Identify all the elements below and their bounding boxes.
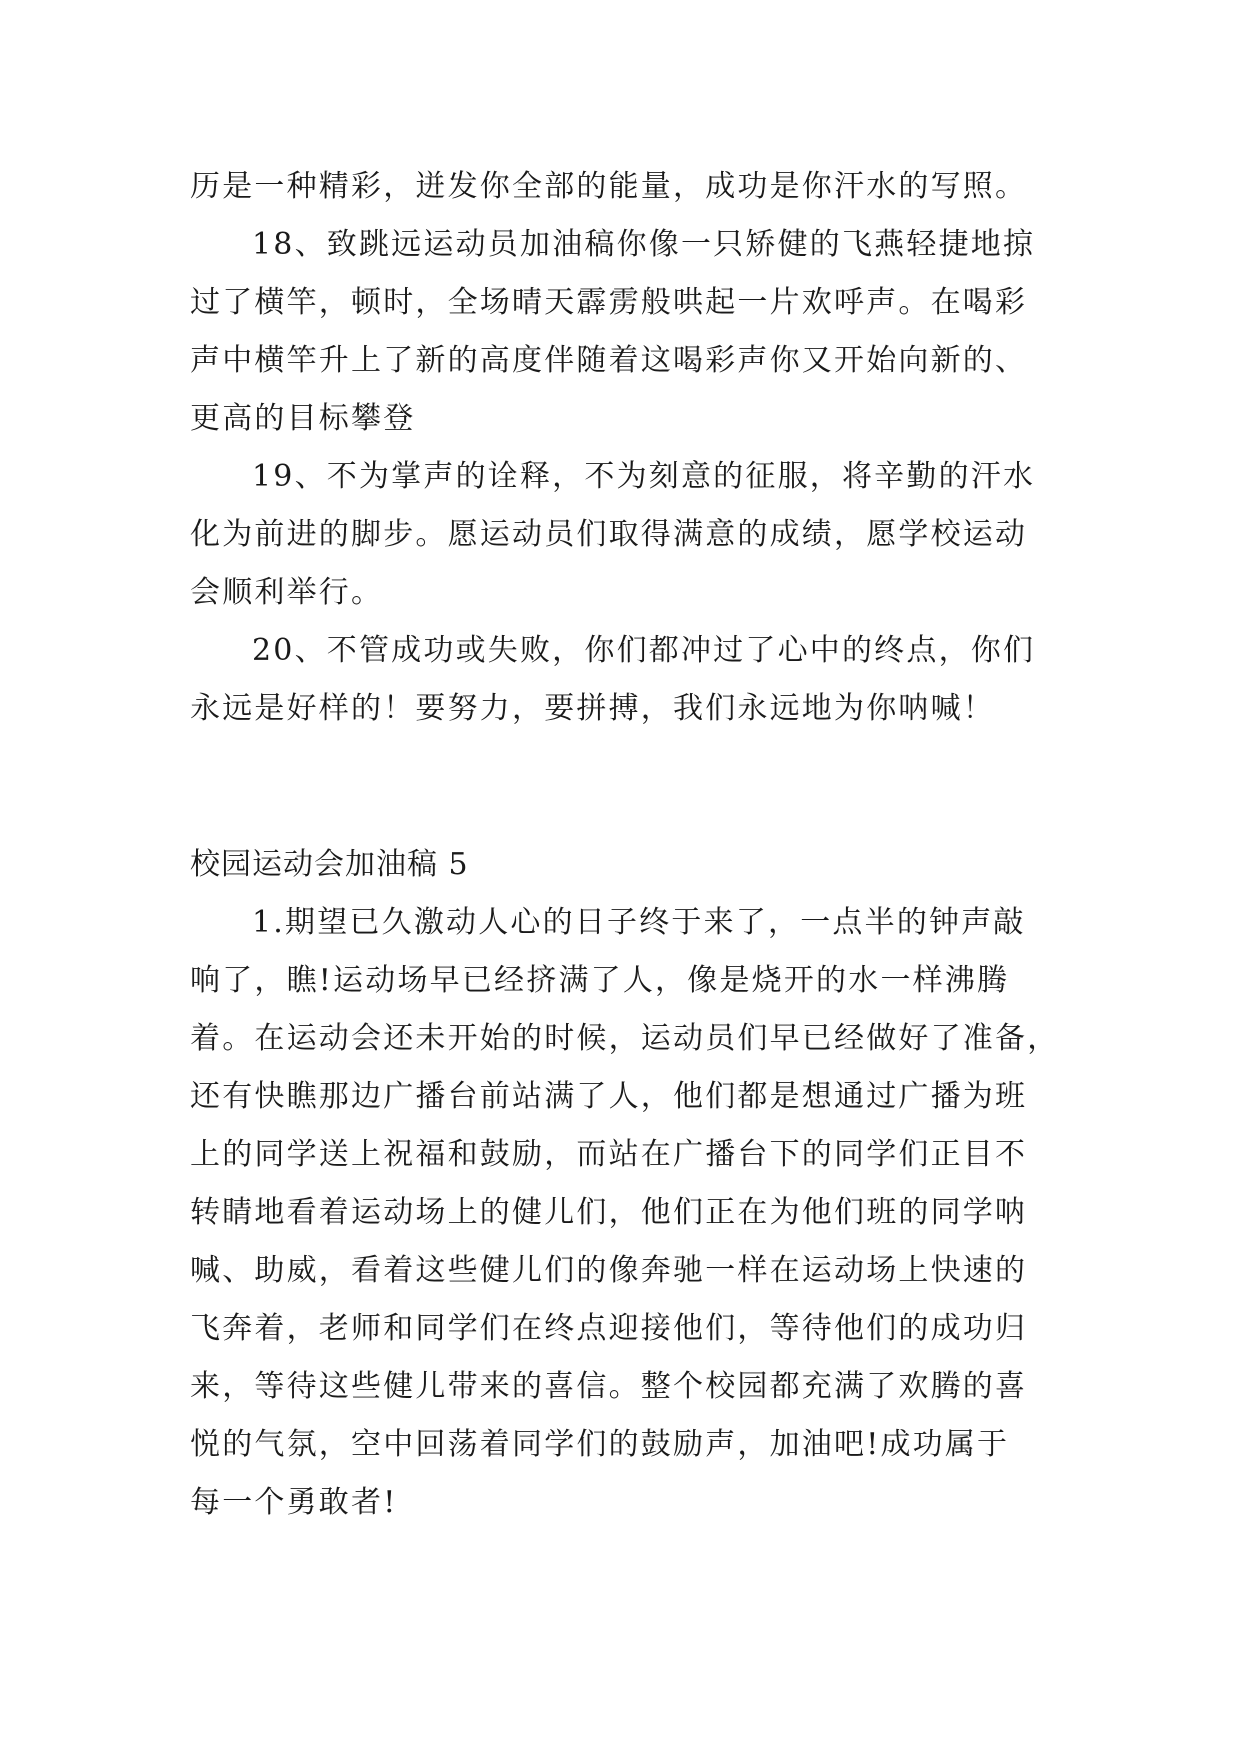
paragraph-line: 化为前进的脚步。愿运动员们取得满意的成绩，愿学校运动 xyxy=(190,517,1028,552)
paragraph-line: 20、不管成功或失败，你们都冲过了心中的终点，你们 xyxy=(252,633,1036,668)
paragraph-line: 会顺利举行。 xyxy=(190,575,384,610)
section-heading: 校园运动会加油稿 5 xyxy=(190,847,469,882)
paragraph-line: 转睛地看着运动场上的健儿们，他们正在为他们班的同学呐 xyxy=(190,1195,1028,1230)
paragraph-line: 喊、助威，看着这些健儿们的像奔驰一样在运动场上快速的 xyxy=(190,1253,1028,1288)
paragraph-line: 每一个勇敢者! xyxy=(190,1485,398,1520)
paragraph-line: 18、致跳远运动员加油稿你像一只矫健的飞燕轻捷地掠 xyxy=(252,227,1036,262)
paragraph-line: 1.期望已久激动人心的日子终于来了，一点半的钟声敲 xyxy=(252,905,1026,940)
paragraph-line: 上的同学送上祝福和鼓励，而站在广播台下的同学们正目不 xyxy=(190,1137,1028,1172)
paragraph-line: 过了横竿，顿时，全场晴天霹雳般哄起一片欢呼声。在喝彩 xyxy=(190,285,1028,320)
paragraph-line: 着。在运动会还未开始的时候，运动员们早已经做好了准备， xyxy=(190,1021,1060,1056)
paragraph-line: 永远是好样的！要努力，要拼搏，我们永远地为你呐喊！ xyxy=(190,691,995,726)
paragraph-line: 更高的目标攀登 xyxy=(190,401,416,436)
paragraph-line: 飞奔着，老师和同学们在终点迎接他们，等待他们的成功归 xyxy=(190,1311,1028,1346)
paragraph-line: 历是一种精彩，迸发你全部的能量，成功是你汗水的写照。 xyxy=(190,169,1028,204)
paragraph-line: 19、不为掌声的诠释，不为刻意的征服，将辛勤的汗水 xyxy=(252,459,1036,494)
paragraph-line: 悦的气氛，空中回荡着同学们的鼓励声，加油吧!成功属于 xyxy=(190,1427,1010,1462)
paragraph-line: 声中横竿升上了新的高度伴随着这喝彩声你又开始向新的、 xyxy=(190,343,1028,378)
paragraph-line: 响了，瞧!运动场早已经挤满了人，像是烧开的水一样沸腾 xyxy=(190,963,1010,998)
paragraph-line: 来，等待这些健儿带来的喜信。整个校园都充满了欢腾的喜 xyxy=(190,1369,1028,1404)
paragraph-line: 还有快瞧那边广播台前站满了人，他们都是想通过广播为班 xyxy=(190,1079,1028,1114)
